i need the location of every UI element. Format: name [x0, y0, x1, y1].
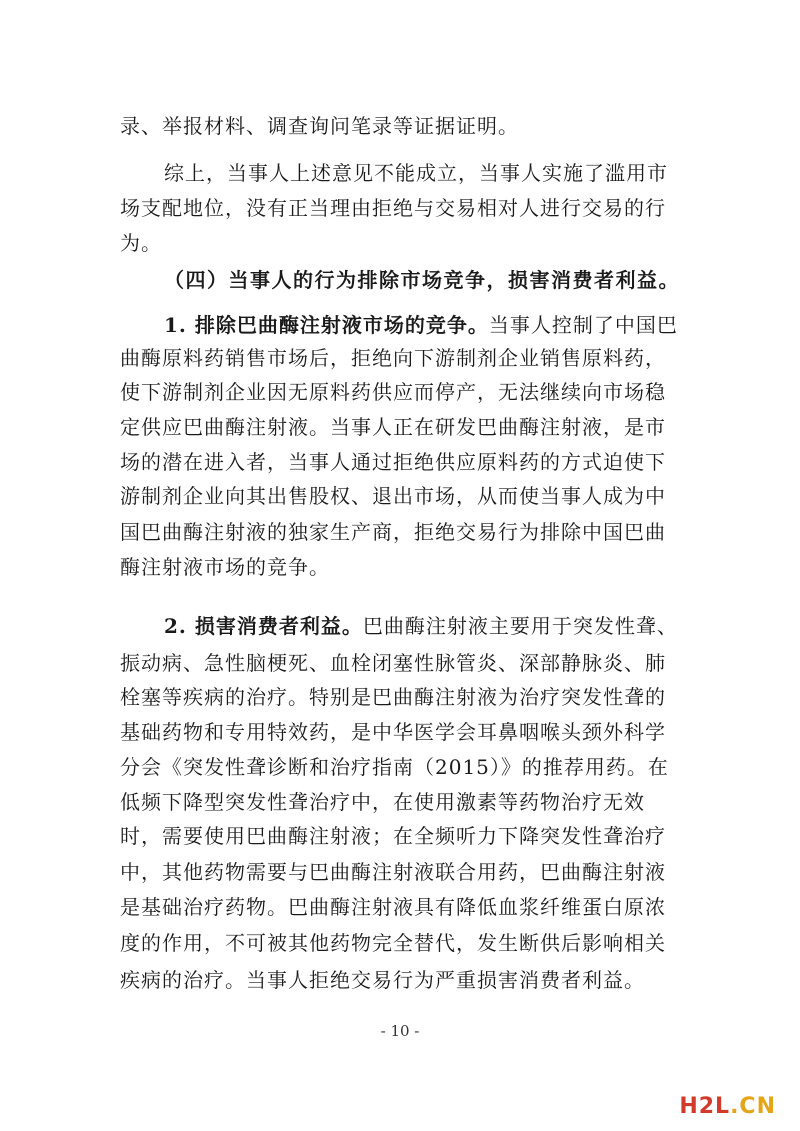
text-line: 时，需要使用巴曲酶注射液；在全频听力下降突发性聋治疗 — [120, 824, 666, 848]
page-number: - 10 - — [380, 1022, 420, 1040]
text-line: 酶注射液市场的竞争。 — [120, 555, 330, 579]
section-heading: （四）当事人的行为排除市场竞争，损害消费者利益。 — [164, 268, 680, 292]
text-line: 游制剂企业向其出售股权、退出市场，从而使当事人成为中 — [120, 484, 666, 508]
text-line: 疾病的治疗。当事人拒绝交易行为严重损害消费者利益。 — [120, 968, 645, 992]
text-line — [164, 612, 680, 640]
text-line: 基础药物和专用特效药，是中华医学会耳鼻咽喉头颈外科学 — [120, 720, 666, 744]
text-span: 巴曲酶注射液主要用于突发性聋、 — [362, 614, 678, 638]
text-line: 场的潜在进入者，当事人通过拒绝供应原料药的方式迫使下 — [120, 450, 666, 474]
text-line — [164, 311, 680, 339]
text-line: 为。 — [120, 231, 162, 255]
text-line: 国巴曲酶注射液的独家生产商，拒绝交易行为排除中国巴曲 — [120, 520, 666, 544]
subheading-1: 1. 排除巴曲酶注射液市场的竞争。 — [164, 313, 489, 337]
text-line: 分会《突发性聋诊断和治疗指南（2015）》的推荐用药。在 — [120, 755, 669, 779]
text-line: 场支配地位，没有正当理由拒绝与交易相对人进行交易的行 — [120, 196, 666, 220]
text-line: 栓塞等疾病的治疗。特别是巴曲酶注射液为治疗突发性聋的 — [120, 685, 666, 709]
text-line: 中，其他药物需要与巴曲酶注射液联合用药，巴曲酶注射液 — [120, 860, 666, 884]
watermark-part-a: H2L — [679, 1094, 731, 1119]
watermark-part-b: .CN — [730, 1094, 776, 1119]
text-line: 使下游制剂企业因无原料药供应而停产，无法继续向市场稳 — [120, 380, 666, 404]
text-line: 定供应巴曲酶注射液。当事人正在研发巴曲酶注射液，是市 — [120, 415, 666, 439]
text-line: 是基础治疗药物。巴曲酶注射液具有降低血浆纤维蛋白原浓 — [120, 895, 666, 919]
text-line: 曲酶原料药销售市场后，拒绝向下游制剂企业销售原料药， — [120, 346, 666, 370]
text-line: 综上，当事人上述意见不能成立，当事人实施了滥用市 — [164, 161, 668, 185]
text-line: 度的作用，不可被其他药物完全替代，发生断供后影响相关 — [120, 931, 666, 955]
text-line: 低频下降型突发性聋治疗中，在使用激素等药物治疗无效 — [120, 790, 645, 814]
text-line: 录、举报材料、调查询问笔录等证据证明。 — [120, 114, 519, 138]
subheading-2: 2. 损害消费者利益。 — [164, 614, 363, 638]
text-line: 振动病、急性脑梗死、血栓闭塞性脉管炎、深部静脉炎、肺 — [120, 651, 666, 675]
text-span: 当事人控制了中国巴 — [488, 313, 678, 337]
site-watermark — [679, 1094, 776, 1119]
